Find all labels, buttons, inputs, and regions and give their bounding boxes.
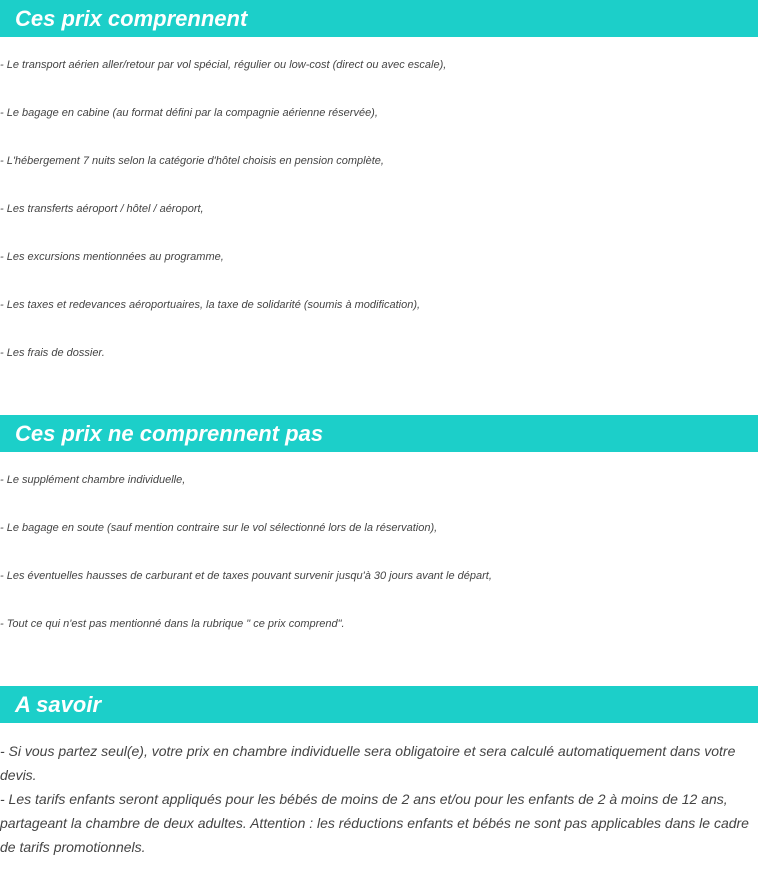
info-paragraph: - Si vous partez seul(e), votre prix en chambre individuelle sera obligatoire et sera calculé automatiquement dans votre devis. (0, 743, 736, 783)
includes-item: - Les frais de dossier. (0, 347, 105, 359)
includes-item: - Les taxes et redevances aéroportuaires, la taxe de solidarité (soumis à modification), (0, 299, 421, 311)
section-title-includes: Ces prix comprennent (0, 0, 758, 37)
excludes-item: - Le bagage en soute (sauf mention contraire sur le vol sélectionné lors de la réservation), (0, 522, 438, 534)
section-title-excludes: Ces prix ne comprennent pas (0, 415, 758, 452)
includes-item: - Le bagage en cabine (au format défini par la compagnie aérienne réservée), (0, 107, 378, 119)
includes-item: - Le transport aérien aller/retour par vol spécial, régulier ou low-cost (direct ou avec escale), (0, 59, 447, 71)
info-paragraph: - Les tarifs enfants seront appliqués pour les bébés de moins de 2 ans et/ou pour les enfants de 2 à moins de 12 ans, partageant la chambre de deux adultes. Attention : les réductions enfants et bébés ne sont pas applicables dans le cadre de tarifs promotionnels. (0, 791, 749, 855)
excludes-item: - Tout ce qui n'est pas mentionné dans la rubrique " ce prix comprend". (0, 618, 345, 630)
excludes-item: - Les éventuelles hausses de carburant et de taxes pouvant survenir jusqu'à 30 jours avant le départ, (0, 570, 492, 582)
section-title-info: A savoir (0, 686, 758, 723)
excludes-item: - Le supplément chambre individuelle, (0, 474, 186, 486)
includes-item: - Les transferts aéroport / hôtel / aéroport, (0, 203, 204, 215)
includes-item: - L'hébergement 7 nuits selon la catégorie d'hôtel choisis en pension complète, (0, 155, 384, 167)
includes-item: - Les excursions mentionnées au programme, (0, 251, 224, 263)
